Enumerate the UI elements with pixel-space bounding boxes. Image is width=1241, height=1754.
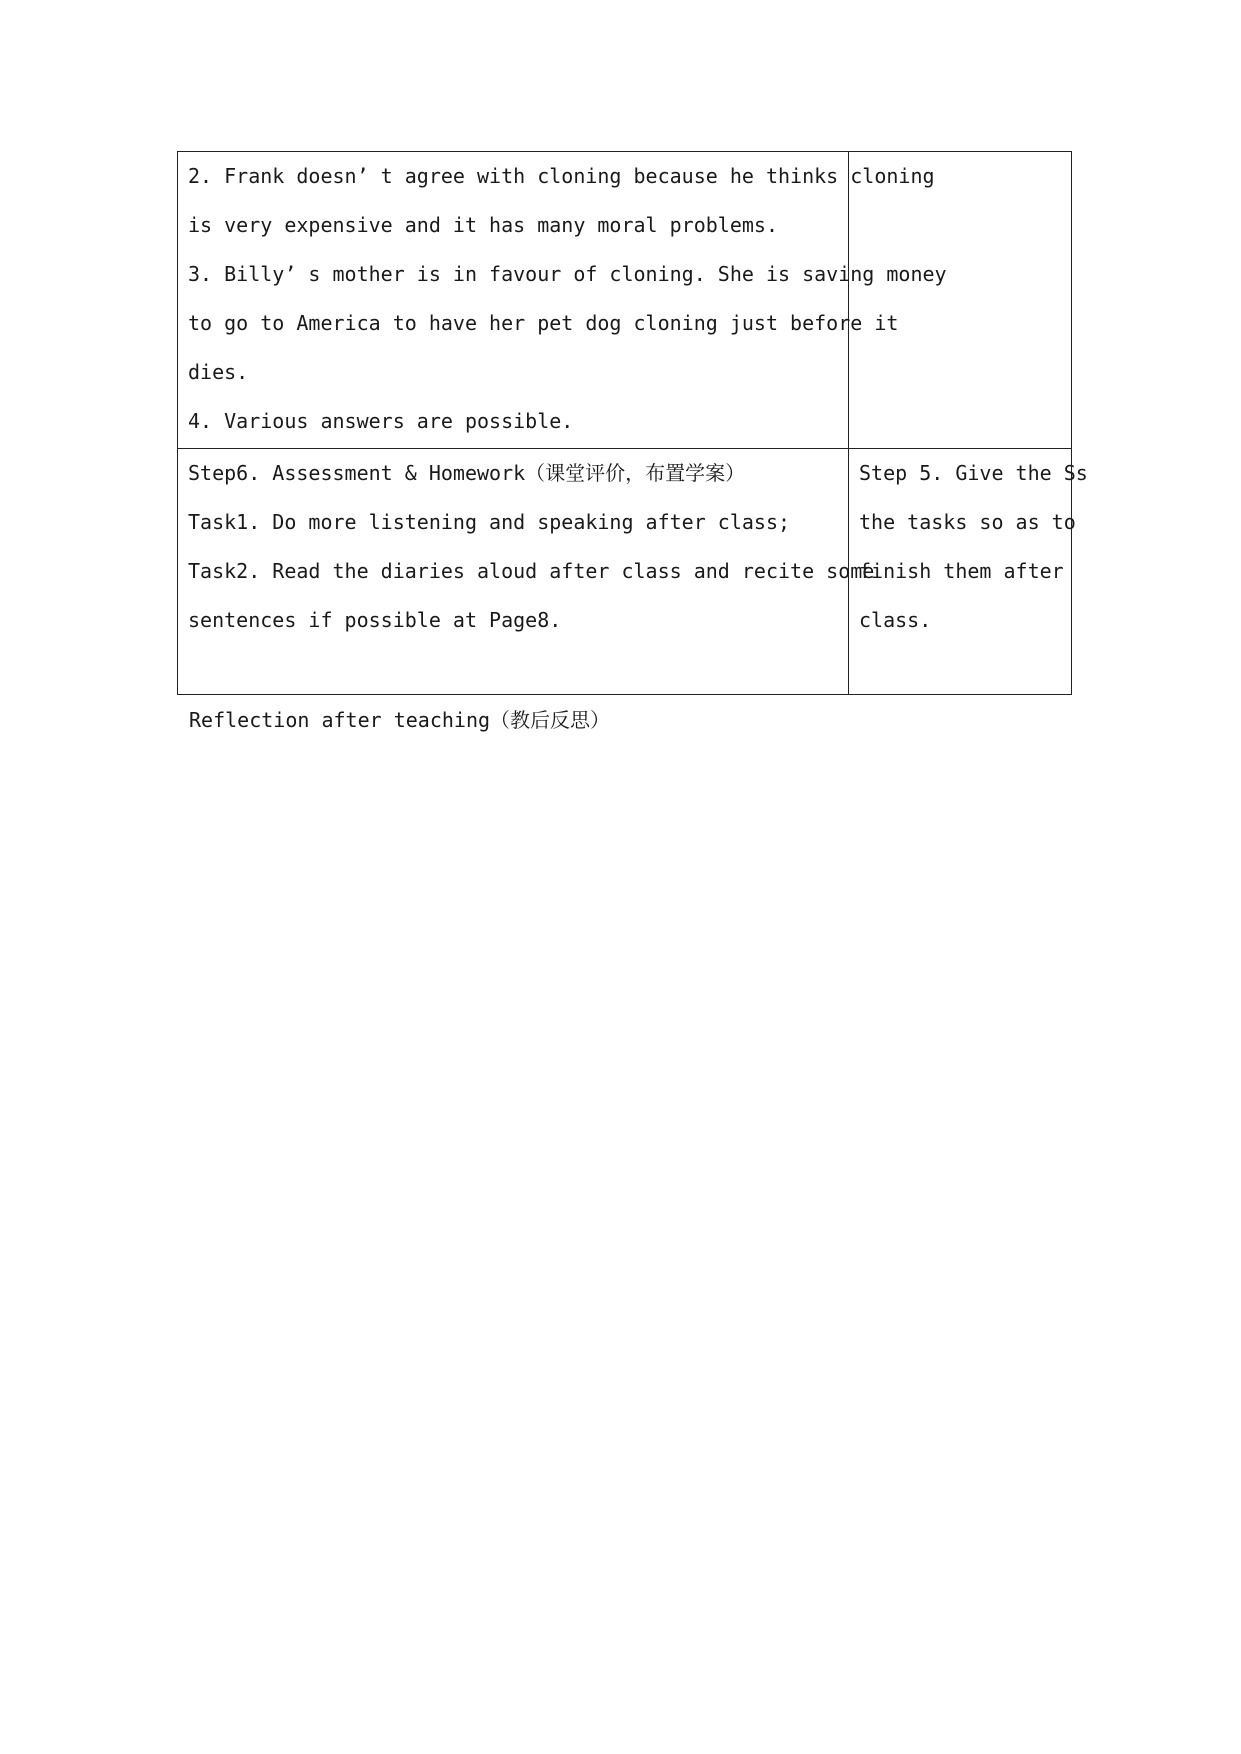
homework-cell xyxy=(178,449,875,695)
text-line: is very expensive and it has many moral problems. xyxy=(188,213,779,237)
step-heading: Step6. Assessment & Homework（课堂评价，布置学案） xyxy=(188,461,746,485)
lesson-plan-table xyxy=(177,151,1088,695)
task-line: Task2. Read the diaries aloud after class and recite some xyxy=(188,559,875,583)
text-line: dies. xyxy=(188,360,249,384)
reflection-heading: Reflection after teaching（教后反思） xyxy=(189,708,611,732)
text-line: to go to America to have her pet dog cloning just before it xyxy=(188,311,899,335)
note-line: finish them after xyxy=(859,559,1064,583)
note-line: the tasks so as to xyxy=(859,510,1076,534)
teacher-notes-cell xyxy=(849,449,1088,695)
note-line: Step 5. Give the Ss xyxy=(859,461,1088,485)
notes-cell-empty xyxy=(849,152,1072,449)
table-row xyxy=(178,449,1072,695)
answers-cell xyxy=(178,152,947,449)
table-row xyxy=(178,152,1072,449)
text-line: 2. Frank doesn’ t agree with cloning because he thinks cloning xyxy=(188,164,935,188)
note-line: class. xyxy=(859,608,932,632)
task-line: sentences if possible at Page8. xyxy=(188,608,562,632)
task-line: Task1. Do more listening and speaking after class; xyxy=(188,510,791,534)
text-line: 3. Billy’ s mother is in favour of cloning. She is saving money xyxy=(188,262,947,286)
text-line: 4. Various answers are possible. xyxy=(188,409,574,433)
